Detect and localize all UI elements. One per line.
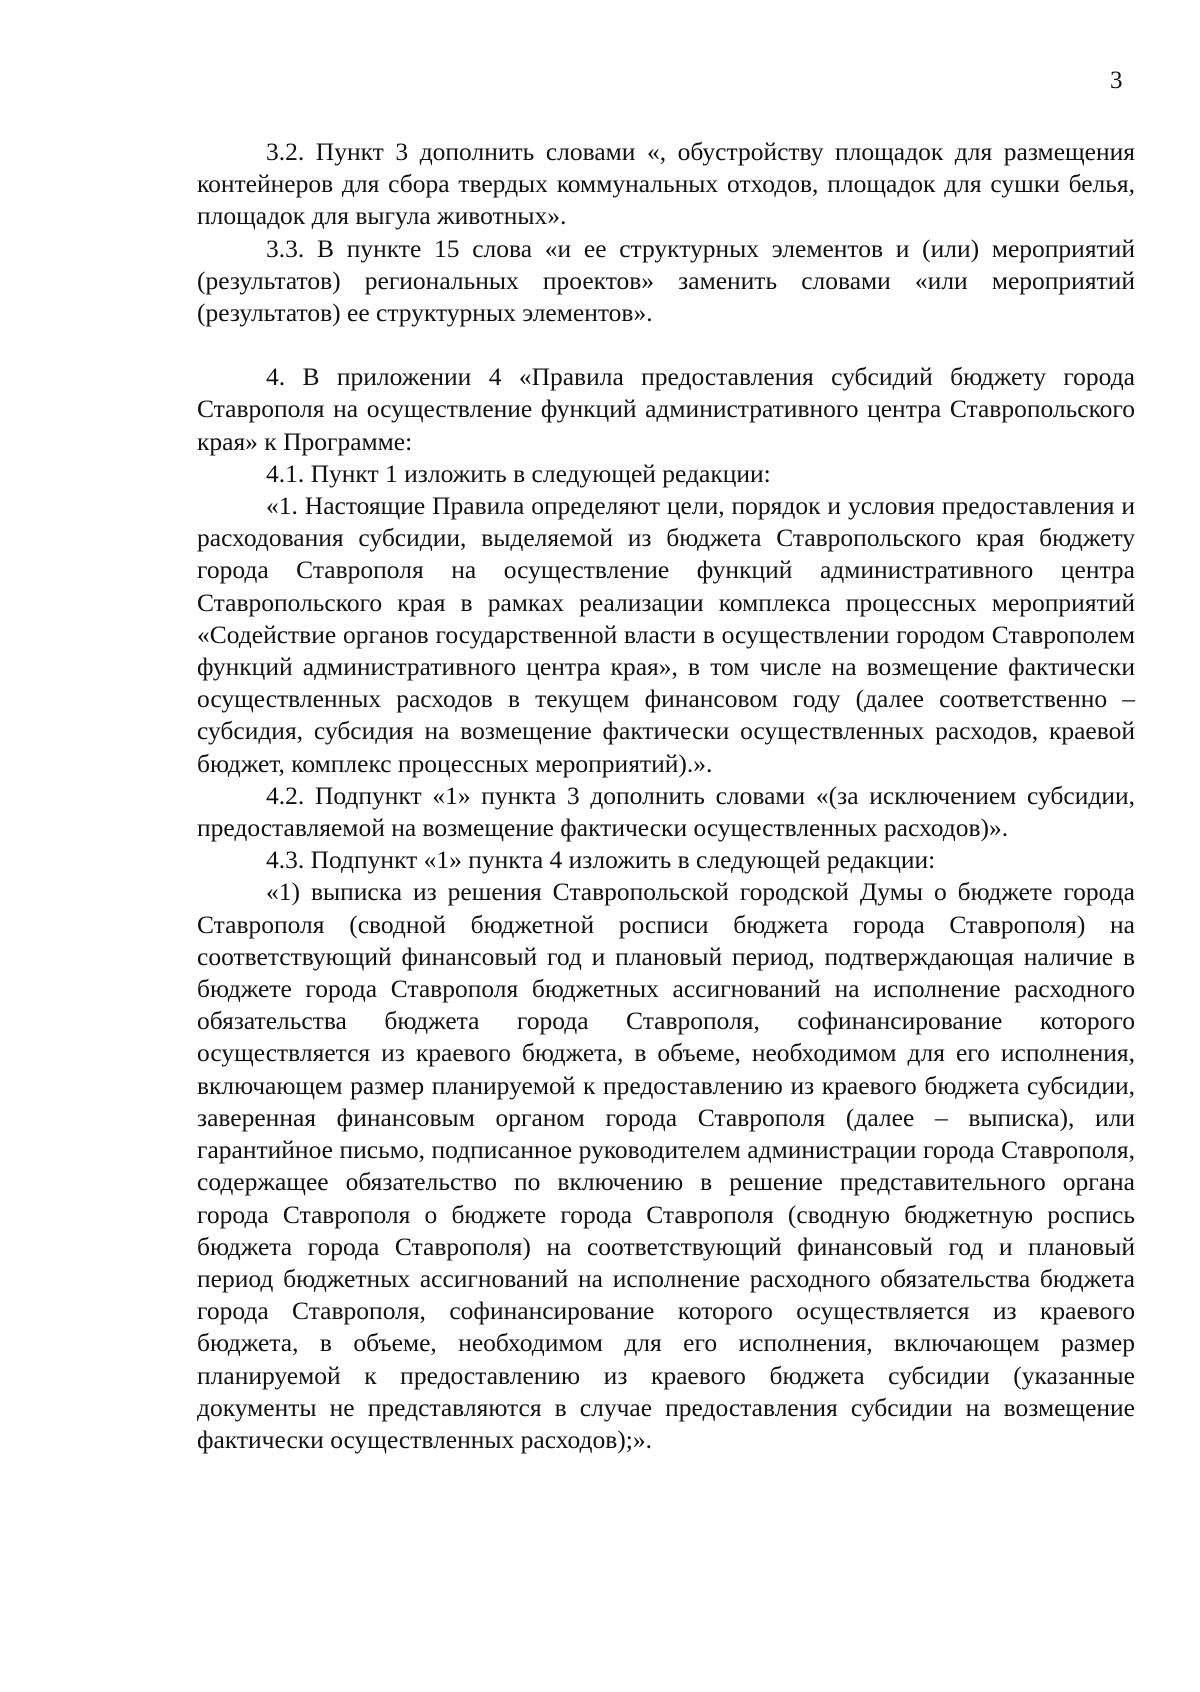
paragraph-4-3: 4.3. Подпункт «1» пункта 4 изложить в следующей редакции: <box>266 845 936 875</box>
paragraph-4-1-quote: «1. Настоящие Правила определяют цели, порядок и условия предоставления и расходования субсидии, выделяемой из бюджета Ставропольского края бюджету города Ставрополя на осуществление функций административного центра Ставропольского края в рамках реализации комплекса процессных мероприятий «Содействие органов государственной власти в осуществлении городом Ставрополем функций административного центра края», в том числе на возмещение фактически осуществленных расходов в текущем финансовом году (далее соответственно – субсидия, субсидия на возмещение фактически осуществленных расходов, краевой бюджет, комплекс процессных мероприятий).». <box>197 491 1135 778</box>
page-number: 3 <box>1110 67 1123 94</box>
paragraph-4: 4. В приложении 4 «Правила предоставления субсидий бюджету города Ставрополя на осуществление функций административного центра Ставропольского края» к Программе: <box>197 362 1135 456</box>
paragraph-3-3: 3.3. В пункте 15 слова «и ее структурных элементов и (или) мероприятий (результатов) региональных проектов» заменить словами «или мероприятий (результатов) ее структурных элементов». <box>197 233 1135 328</box>
paragraph-4-3-quote: «1) выписка из решения Ставропольской городской Думы о бюджете города Ставрополя (сводной бюджетной росписи бюджета города Ставрополя) на соответствующий финансовый год и плановый период, подтверждающая наличие в бюджете города Ставрополя бюджетных ассигнований на исполнение расходного обязательства бюджета города Ставрополя, софинансирование которого осуществляется из краевого бюджета, в объеме, необходимом для его исполнения, включающем размер планируемой к предоставлению из краевого бюджета субсидии, заверенная финансовым органом города Ставрополя (далее – выписка), или гарантийное письмо, подписанное руководителем администрации города Ставрополя, содержащее обязательство по включению в решение представительного органа города Ставрополя о бюджете города Ставрополя (сводную бюджетную роспись бюджета города Ставрополя) на соответствующий финансовый год и плановый период бюджетных ассигнований на исполнение расходного обязательства бюджета города Ставрополя, софинансирование которого осуществляется из краевого бюджета, в объеме, необходимом для его исполнения, включающем размер планируемой к предоставлению из краевого бюджета субсидии (указанные документы не представляются в случае предоставления субсидии на возмещение фактически осуществленных расходов);». <box>197 877 1135 1454</box>
paragraph-3-2: 3.2. Пункт 3 дополнить словами «, обустройству площадок для размещения контейнеров для сбора твердых коммунальных отходов, площадок для сушки белья, площадок для выгула животных». <box>197 137 1135 231</box>
paragraph-4-1: 4.1. Пункт 1 изложить в следующей редакции: <box>266 458 771 488</box>
paragraph-spacer <box>197 329 1135 361</box>
document-body <box>197 136 1135 1456</box>
paragraph-4-2: 4.2. Подпункт «1» пункта 3 дополнить словами «(за исключением субсидии, предоставляемой на возмещение фактически осуществленных расходов)». <box>197 780 1135 843</box>
